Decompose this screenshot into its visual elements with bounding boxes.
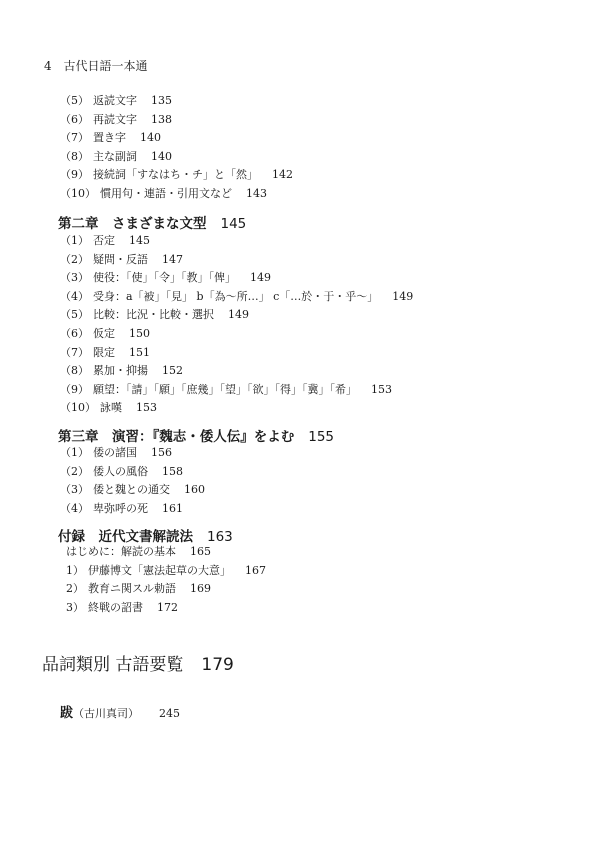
toc-entry	[60, 306, 612, 325]
entry-page: 167	[245, 563, 266, 577]
toc-entry	[66, 562, 612, 581]
entry-text: 仮定	[93, 326, 115, 340]
page-number: 4	[44, 59, 52, 73]
entry-page: 149	[392, 289, 414, 303]
entry-text: 教育ニ関スル勅語	[88, 582, 176, 596]
entry-text: 返読文字	[93, 94, 137, 107]
entry-text: 終戦の詔書	[88, 600, 143, 614]
entry-page: 140	[151, 149, 172, 163]
entry-number: （1）	[60, 234, 89, 247]
entry-number: （7）	[60, 345, 89, 359]
entry-page: 169	[190, 582, 211, 596]
entry-page: 135	[151, 94, 172, 107]
afterword-page: 245	[159, 707, 181, 720]
toc-entry	[60, 185, 612, 204]
chapter-heading	[58, 425, 612, 445]
toc-entry	[60, 500, 612, 519]
toc-entry	[60, 111, 612, 130]
toc-entry	[60, 92, 612, 111]
entry-number: （3）	[60, 483, 89, 497]
entry-number: （5）	[60, 94, 89, 107]
entry-page: 158	[162, 464, 183, 478]
entry-number: （6）	[60, 112, 89, 126]
entry-page: 149	[250, 271, 271, 285]
entry-page: 142	[272, 168, 293, 182]
toc-section-continued	[60, 92, 612, 204]
appendix	[58, 525, 612, 545]
toc-entry	[60, 251, 612, 270]
toc-entry	[60, 344, 612, 363]
page-header	[44, 57, 147, 74]
entry-number: （6）	[60, 326, 89, 340]
chapter-page: 155	[308, 429, 335, 445]
entry-number: 1）	[66, 563, 84, 577]
entry-number: （2）	[60, 252, 89, 266]
entry-number: （4）	[60, 501, 89, 515]
entry-text: 疑問・反語	[93, 252, 148, 266]
toc-entry	[60, 399, 612, 418]
entry-page: 138	[151, 112, 172, 126]
entry-number: （7）	[60, 131, 89, 145]
toc-entry	[60, 381, 612, 400]
entry-text: 受身：a「被」「見」 b「為～所…」 c「…於・于・乎～」	[93, 289, 379, 303]
entry-page: 160	[184, 483, 205, 497]
entry-number: （10）	[60, 401, 96, 415]
entry-text: 主な副詞	[93, 149, 137, 163]
glossary-page: 179	[201, 655, 234, 675]
appendix-entries	[66, 543, 612, 617]
entry-page: 161	[162, 501, 183, 515]
entry-page: 150	[129, 326, 150, 340]
chapter-2	[58, 212, 612, 232]
entry-number: （4）	[60, 289, 89, 303]
entry-page: 140	[140, 131, 161, 145]
afterword-author: （古川真司）	[73, 707, 140, 720]
entry-text: 接続詞「すなはち・チ」と「然」	[93, 168, 258, 182]
entry-number: （3）	[60, 271, 89, 285]
toc-entry	[66, 599, 612, 618]
entry-text: はじめに：解読の基本	[66, 545, 176, 558]
toc-entry	[60, 148, 612, 167]
entry-text: 詠嘆	[100, 401, 122, 415]
glossary-heading	[42, 650, 234, 675]
toc-entry	[60, 444, 612, 463]
appendix-title: 付録 近代文書解読法	[58, 529, 193, 545]
chapter-3-entries	[60, 444, 612, 518]
chapter-heading	[58, 212, 612, 232]
entry-page: 165	[190, 545, 211, 558]
toc-entry	[60, 269, 612, 288]
entry-page: 153	[371, 382, 392, 396]
entry-text: 否定	[93, 234, 115, 247]
entry-page: 147	[162, 252, 183, 266]
entry-text: 再読文字	[93, 112, 137, 126]
entry-number: 3）	[66, 600, 84, 614]
afterword-entry	[60, 702, 180, 721]
entry-number: （8）	[60, 364, 89, 378]
toc-entry	[60, 325, 612, 344]
book-title: 古代日語一本通	[63, 59, 148, 73]
entry-number: （8）	[60, 149, 89, 163]
entry-page: 151	[129, 345, 150, 359]
toc-entry	[60, 232, 612, 251]
entry-page: 153	[136, 401, 157, 415]
entry-text: 限定	[93, 345, 115, 359]
entry-number: （9）	[60, 168, 89, 182]
glossary-title: 品詞類別 古語要覧	[42, 655, 184, 675]
appendix-page: 163	[207, 529, 233, 545]
entry-text: 倭の諸国	[93, 446, 137, 459]
chapter-title: 第三章 演習：『魏志・倭人伝』をよむ	[58, 429, 295, 445]
afterword-title: 跋	[60, 706, 74, 721]
entry-text: 倭人の風俗	[93, 464, 148, 478]
entry-text: 使役：「使」「令」「教」「俾」	[93, 271, 236, 285]
entry-page: 149	[228, 308, 249, 322]
entry-text: 慣用句・連語・引用文など	[100, 186, 232, 200]
chapter-3	[58, 425, 612, 445]
toc-entry	[66, 580, 612, 599]
entry-text: 願望：「請」「願」「庶幾」「望」「欲」「得」「冀」「希」	[93, 382, 357, 396]
chapter-title: 第二章 さまざまな文型	[58, 216, 207, 232]
entry-text: 卑弥呼の死	[93, 501, 148, 515]
entry-number: 2）	[66, 582, 84, 596]
toc-entry	[60, 481, 612, 500]
entry-number: （9）	[60, 382, 89, 396]
appendix-heading	[58, 525, 612, 545]
entry-text: 累加・抑揚	[93, 364, 148, 378]
entry-page: 156	[151, 446, 172, 459]
entry-number: （1）	[60, 446, 89, 459]
toc-entry	[60, 362, 612, 381]
toc-entry	[60, 288, 612, 307]
entry-page: 143	[246, 186, 267, 200]
entry-page: 152	[162, 364, 183, 378]
entry-number: （2）	[60, 464, 89, 478]
toc-entry	[66, 543, 612, 562]
toc-entry	[60, 463, 612, 482]
entry-text: 倭と魏との通交	[93, 483, 170, 497]
entry-text: 比較：比況・比較・選択	[93, 308, 214, 322]
entry-text: 伊藤博文「憲法起草の大意」	[88, 563, 231, 577]
toc-entry	[60, 129, 612, 148]
entry-page: 172	[157, 600, 178, 614]
entry-page: 145	[129, 234, 150, 247]
toc-entry	[60, 166, 612, 185]
entry-number: （10）	[60, 186, 96, 200]
chapter-2-entries	[60, 232, 612, 418]
entry-number: （5）	[60, 308, 89, 322]
chapter-page: 145	[220, 216, 247, 232]
entry-text: 置き字	[93, 131, 126, 145]
